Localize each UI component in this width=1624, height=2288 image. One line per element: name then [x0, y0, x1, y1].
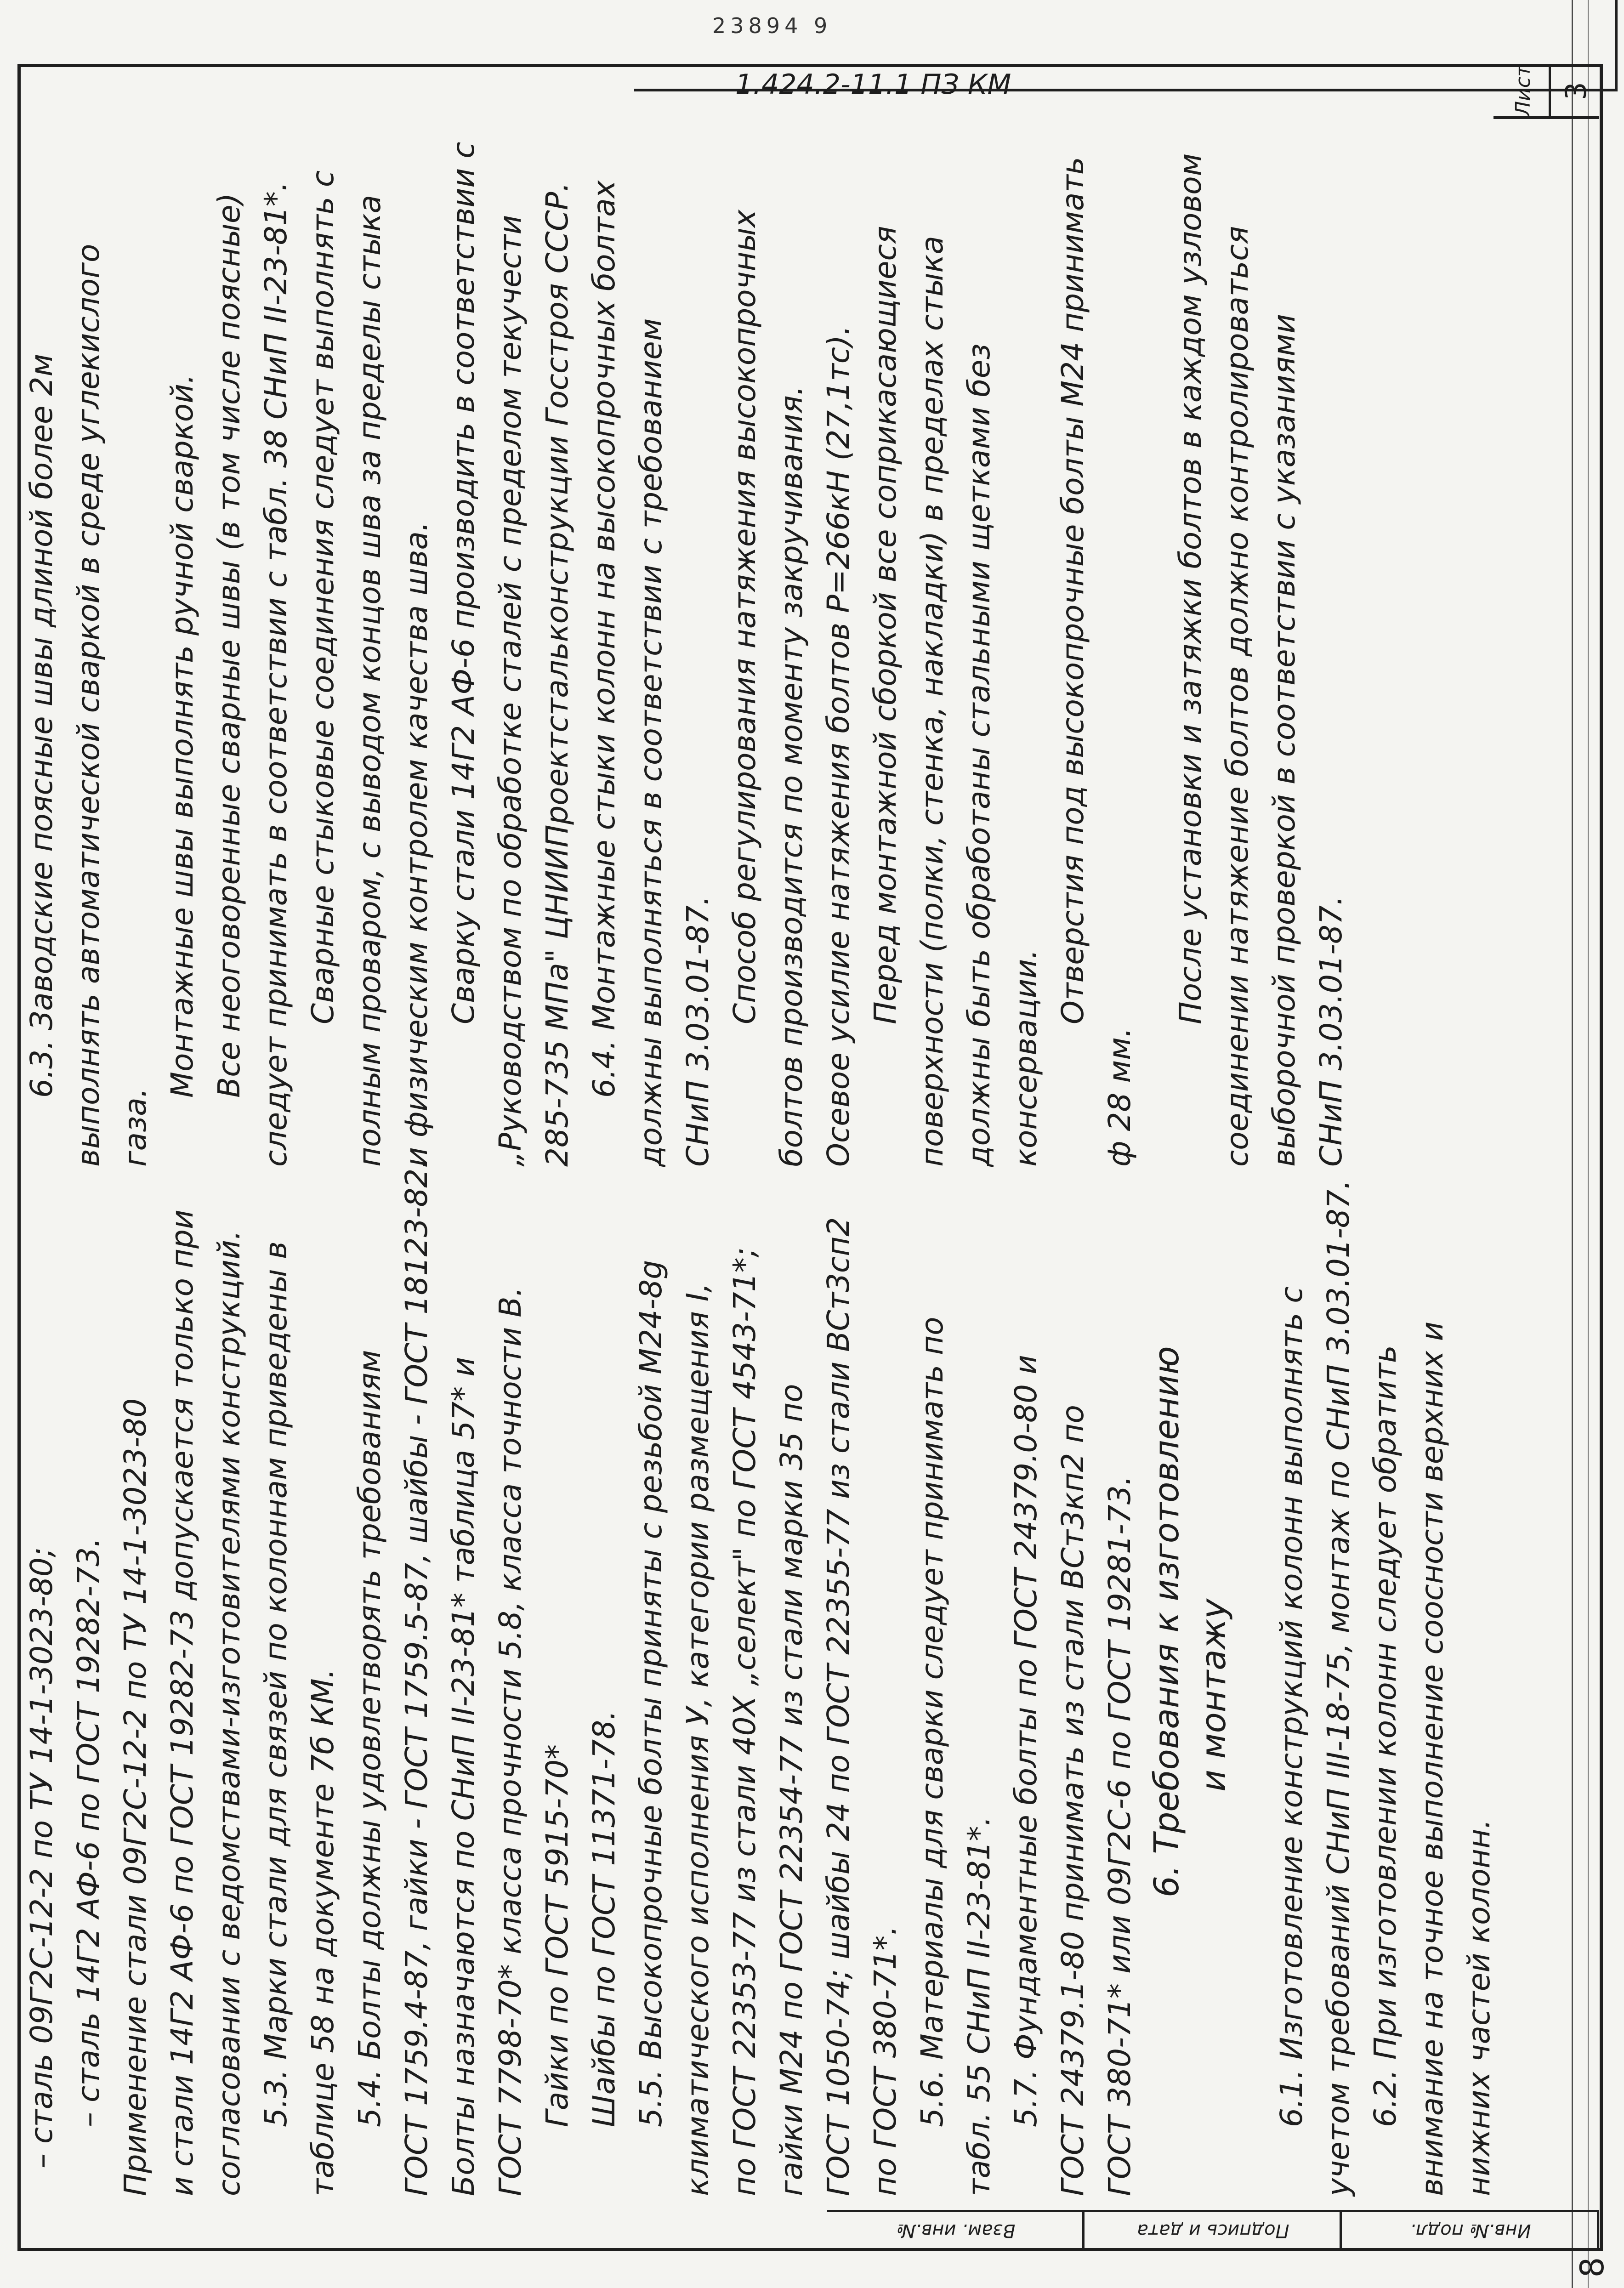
text-line: Применение стали 09Г2С-12-2 по ТУ 14-1-3023-80	[118, 1398, 153, 2196]
strip-cell-inventory	[1342, 2210, 1599, 2251]
text-line: внимание на точное выполнение соосности верхних и	[1414, 1321, 1450, 2196]
text-line: 6.3. Заводские поясные швы длиной более 2м	[24, 353, 59, 1098]
text-line: – сталь 09Г2С-12-2 по ТУ 14-1-3023-80;	[24, 1547, 59, 2169]
text-line: следует принимать в соответствии с табл. 38 СНиП II-23-81*.	[258, 182, 294, 1167]
text-line: полным проваром, с выводом концов шва за пределы стыка	[352, 195, 387, 1167]
text-line: гайки М24 по ГОСТ 22354-77 из стали марки 35 по	[774, 1384, 809, 2196]
text-line: СНиП 3.03.01-87.	[1313, 896, 1349, 1167]
text-line: 5.6. Материалы для сварки следует принимать по	[914, 1317, 950, 2127]
strip-label-inventory: Инв.№ подл.	[1410, 2220, 1531, 2241]
text-line: – сталь 14Г2 АФ-6 по ГОСТ 19282-73.	[71, 1537, 106, 2127]
text-line: Способ регулирования натяжения высокопрочных	[727, 210, 762, 1024]
text-line: ф 28 мм.	[1102, 1028, 1137, 1167]
text-line: выборочной проверкой в соответствии с указаниями	[1266, 313, 1302, 1167]
sheet-box-divider	[1549, 64, 1551, 119]
section-heading: 6. Требования к изготовлению	[1147, 1346, 1187, 1897]
section-heading: и монтажу	[1194, 1598, 1233, 1792]
text-line: по ГОСТ 22353-77 из стали 40Х „селект" по ГОСТ 4543-71*;	[727, 1247, 762, 2196]
text-line: 6.2. При изготовлении колонн следует обратить	[1368, 1345, 1403, 2127]
text-line: 5.3. Марки стали для связей по колоннам приведены в	[258, 1241, 294, 2127]
text-line: 5.7. Фундаментные болты по ГОСТ 24379.0-80 и	[1008, 1355, 1044, 2127]
text-line: по ГОСТ 380-71*.	[868, 1925, 903, 2196]
text-line: учетом требований СНиП III-18-75, монтаж по СНиП 3.03.01-87.	[1321, 1180, 1356, 2196]
text-line: 5.4. Болты должны удовлетворять требованиям	[352, 1350, 387, 2127]
text-line: Сварку стали 14Г2 АФ-6 производить в соответствии с	[446, 142, 481, 1024]
text-line: СНиП 3.03.01-87.	[680, 896, 715, 1167]
document-code: 1.424.2-11.1 ПЗ КМ	[735, 68, 1011, 101]
text-line: консервации.	[1008, 949, 1044, 1167]
text-line: ГОСТ 1759.4-87, гайки - ГОСТ 1759.5-87, шайбы - ГОСТ 18123-82.	[399, 1158, 434, 2196]
strip-cell-replace	[827, 2210, 1085, 2251]
text-line: табл. 55 СНиП II-23-81*.	[961, 1816, 997, 2196]
sheet-number: 3	[1559, 82, 1593, 100]
text-line: поверхности (полки, стенка, накладки) в пределах стыка	[914, 236, 950, 1167]
text-line: болтов производится по моменту закручивания.	[774, 386, 809, 1167]
text-line: 6.4. Монтажные стыки колонн на высокопрочных болтах	[586, 180, 622, 1098]
text-line: ГОСТ 1050-74; шайбы 24 по ГОСТ 22355-77 из стали ВСт3сп2	[821, 1217, 856, 2196]
text-line: ГОСТ 24379.1-80 принимать из стали ВСт3кп2 по	[1055, 1405, 1090, 2196]
text-line: выполнять автоматической сваркой в среде углекислого	[71, 244, 106, 1167]
text-line: Отверстия под высокопрочные болты М24 принимать	[1055, 157, 1090, 1024]
text-line: 6.1. Изготовление конструкций колонн выполнять с	[1274, 1286, 1309, 2127]
text-line: Шайбы по ГОСТ 11371-78.	[586, 1710, 622, 2127]
inventory-number: 23894 9	[712, 13, 832, 38]
corner-mark: 8	[1573, 2257, 1611, 2278]
strip-label-signature: Подпись и дата	[1137, 2220, 1289, 2241]
text-line: „Руководством по обработке сталей с пределом текучести	[493, 215, 528, 1167]
strip-cell-signature	[1085, 2210, 1342, 2251]
text-line: Сварные стыковые соединения следует выполнять с	[305, 170, 341, 1024]
text-line: и стали 14Г2 АФ-6 по ГОСТ 19282-73 допускается только при	[165, 1209, 200, 2196]
text-line: После установки и затяжки болтов в каждом узловом	[1173, 153, 1208, 1024]
text-line: газа.	[118, 1088, 153, 1167]
text-line: Болты назначаются по СНиП II-23-81* таблица 57* и	[446, 1357, 481, 2196]
text-line: 285-735 МПа" ЦНИИПроектстальконструкции Госстроя СССР.	[539, 182, 575, 1167]
text-line: ГОСТ 7798-70* класса прочности 5.8, класса точности В.	[493, 1287, 528, 2196]
text-line: и физическим контролем качества шва.	[399, 522, 434, 1167]
text-line: должны быть обработаны стальными щетками без	[961, 343, 997, 1167]
text-line: нижних частей колонн.	[1461, 1819, 1497, 2196]
text-line: таблице 58 на документе 7б КМ.	[305, 1669, 341, 2196]
text-line: ГОСТ 380-71* или 09Г2С-6 по ГОСТ 19281-73.	[1102, 1476, 1137, 2196]
text-line: соединении натяжение болтов должно контролироваться	[1220, 226, 1255, 1167]
text-line: Монтажные швы выполнять ручной сваркой.	[165, 374, 200, 1098]
text-line: Перед монтажной сборкой все соприкасающиеся	[868, 226, 903, 1024]
text-line: Все неоговоренные сварные швы (в том числе поясные)	[211, 193, 247, 1098]
strip-label-replace: Взам. инв.№	[896, 2220, 1016, 2241]
text-line: климатического исполнения У, категории размещения I,	[680, 1283, 715, 2196]
text-line: 5.5. Высокопрочные болты приняты с резьбой М24-8g	[633, 1260, 669, 2127]
text-line: должны выполняться в соответствии с требованием	[633, 318, 669, 1167]
text-line: Осевое усилие натяжения болтов Р=266кН (27,1тс).	[821, 325, 856, 1167]
sheet-label: Лист	[1511, 65, 1535, 116]
text-line: Гайки по ГОСТ 5915-70*	[539, 1744, 575, 2127]
text-line: согласовании с ведомствами-изготовителями конструкций.	[211, 1230, 247, 2196]
